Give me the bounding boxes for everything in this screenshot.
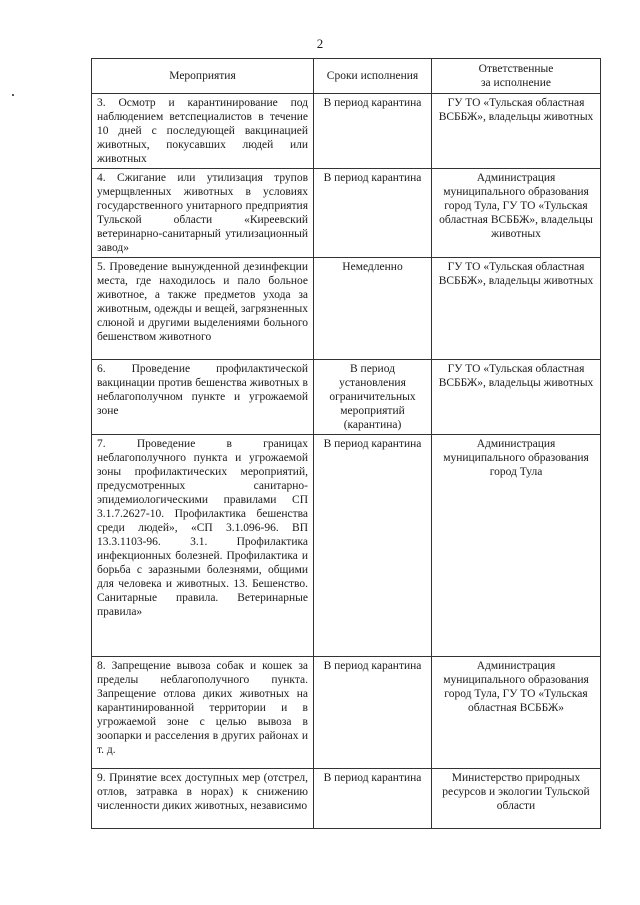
table-row [92, 94, 601, 169]
header-measures: Мероприятия [92, 59, 314, 94]
scan-speck [12, 94, 14, 96]
responsible-cell: Администрация муниципального образования город Тула, ГУ ТО «Тульская областная ВСББЖ», владельцы животных [432, 169, 601, 258]
header-terms: Сроки исполнения [314, 59, 432, 94]
responsible-cell: ГУ ТО «Тульская областная ВСББЖ», владельцы животных [432, 360, 601, 435]
table-row [92, 435, 601, 657]
table-header-row [92, 59, 601, 94]
measure-cell: 7. Проведение в границах неблагополучного пункта и угрожаемой зоны профилактических мероприятий, предусмотренных санитарно-эпидемиологическими правилами СП 3.1.7.2627-10. Профилактика бешенства среди людей», «СП 3.1.096-96. ВП 13.3.1103-96. 3.1. Профилактика инфекционных болезней. Профилактика и борьба с заразными болезнями, общими для человека и животных. 13. Бешенство. Санитарные правила. Ветеринарные правила» [92, 435, 314, 657]
term-cell: В период установления ограничительных мероприятий (карантина) [314, 360, 432, 435]
measure-cell: 8. Запрещение вывоза собак и кошек за пределы неблагополучного пункта. Запрещение отлова диких животных на карантинированной территории и в угрожаемой зоне с целью вывоза в зоопарки и расселения в других районах и т. д. [92, 657, 314, 769]
table-row [92, 258, 601, 360]
responsible-cell: ГУ ТО «Тульская областная ВСББЖ», владельцы животных [432, 258, 601, 360]
term-cell: В период карантина [314, 94, 432, 169]
header-responsible: Ответственные за исполнение [432, 59, 601, 94]
responsible-cell: Администрация муниципального образования город Тула, ГУ ТО «Тульская областная ВСББЖ» [432, 657, 601, 769]
term-cell: Немедленно [314, 258, 432, 360]
measure-cell: 6. Проведение профилактической вакцинации против бешенства животных в неблагополучном пункте и угрожаемой зоне [92, 360, 314, 435]
term-cell: В период карантина [314, 169, 432, 258]
measure-cell: 5. Проведение вынужденной дезинфекции места, где находилось и пало больное животное, а также предметов ухода за животным, одежды и вещей, загрязненных слюной и другими выделениями больного бешенством животного [92, 258, 314, 360]
responsible-cell: ГУ ТО «Тульская областная ВСББЖ», владельцы животных [432, 94, 601, 169]
table-row [92, 769, 601, 829]
term-cell: В период карантина [314, 657, 432, 769]
table-row [92, 169, 601, 258]
term-cell: В период карантина [314, 769, 432, 829]
responsible-cell: Министерство природных ресурсов и экологии Тульской области [432, 769, 601, 829]
responsible-cell: Администрация муниципального образования город Тула [432, 435, 601, 657]
measure-cell: 3. Осмотр и карантинирование под наблюдением ветспециалистов в течение 10 дней с последующей вакцинацией животных, покусавших людей или животных [92, 94, 314, 169]
page-number: 2 [316, 36, 324, 51]
term-cell: В период карантина [314, 435, 432, 657]
table-row [92, 360, 601, 435]
measure-cell: 4. Сжигание или утилизация трупов умерщвленных животных в условиях государственного унитарного предприятия Тульской области «Киреевский ветеринарно-санитарный утилизационный завод» [92, 169, 314, 258]
measures-table [91, 58, 601, 829]
table-row [92, 657, 601, 769]
measure-cell: 9. Принятие всех доступных мер (отстрел, отлов, затравка в норах) к снижению численности диких животных, независимо [92, 769, 314, 829]
